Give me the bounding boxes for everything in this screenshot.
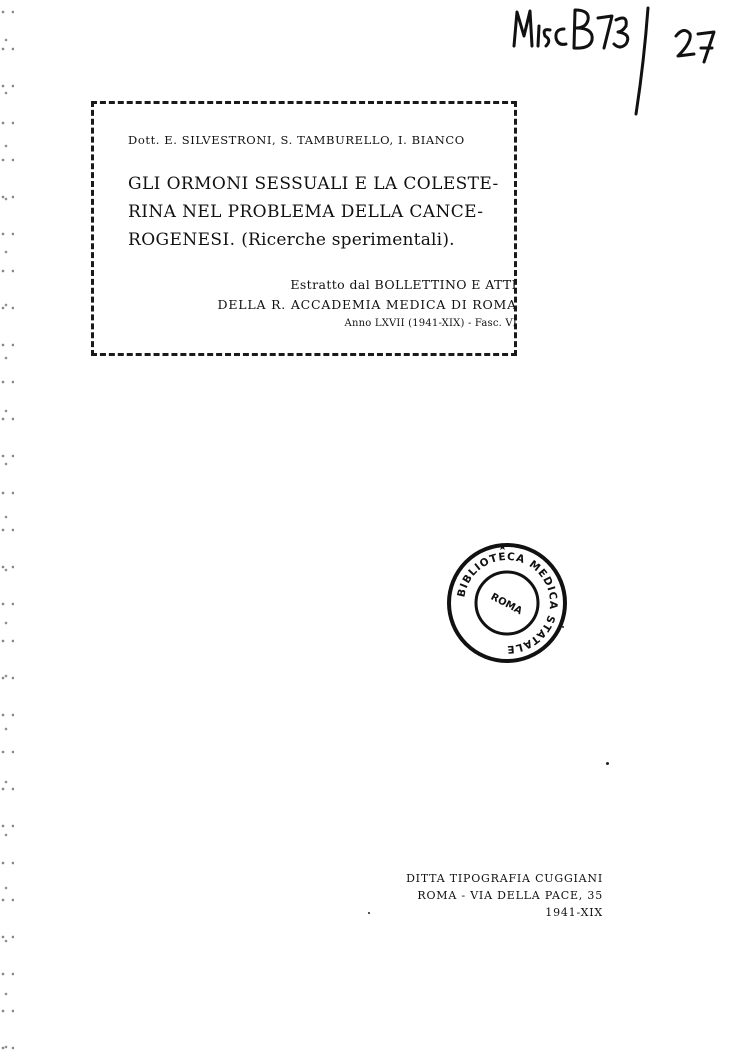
authors-line: Dott. E. SILVESTRONI, S. TAMBURELLO, I. BIANCO xyxy=(128,133,465,147)
scan-speck xyxy=(368,912,370,914)
scan-speck xyxy=(562,626,564,628)
extract-line-1: Estratto dal BOLLETTINO E ATTI xyxy=(290,277,517,292)
printer-year: 1941-XIX xyxy=(545,906,603,919)
extract-line-2: DELLA R. ACCADEMIA MEDICA DI ROMA xyxy=(217,297,517,312)
printer-name: DITTA TIPOGRAFIA CUGGIANI xyxy=(406,872,603,885)
title-line-3 xyxy=(128,230,455,250)
title-line-3-main: ROGENESI. xyxy=(128,230,236,250)
stamp-star-icon: ★ xyxy=(498,542,507,553)
stamp-ring-text: BIBLIOTECA MEDICA STATALE xyxy=(455,550,560,656)
shelfmark-drawing xyxy=(508,2,728,120)
handwritten-shelfmark xyxy=(508,2,728,120)
stamp-seal xyxy=(444,540,570,666)
extract-line-3: Anno LXVII (1941-XIX) - Fasc. VI xyxy=(344,318,517,329)
printer-address: ROMA - VIA DELLA PACE, 35 xyxy=(417,889,603,902)
library-stamp xyxy=(444,540,570,666)
scan-edge-noise xyxy=(0,0,14,1058)
scan-speck xyxy=(606,762,609,765)
stamp-center-text: ROMA xyxy=(488,591,524,618)
title-subtitle: (Ricerche sperimentali). xyxy=(241,230,455,250)
title-line-1: GLI ORMONI SESSUALI E LA COLESTE- xyxy=(128,174,499,194)
title-line-2: RINA NEL PROBLEMA DELLA CANCE- xyxy=(128,202,484,222)
